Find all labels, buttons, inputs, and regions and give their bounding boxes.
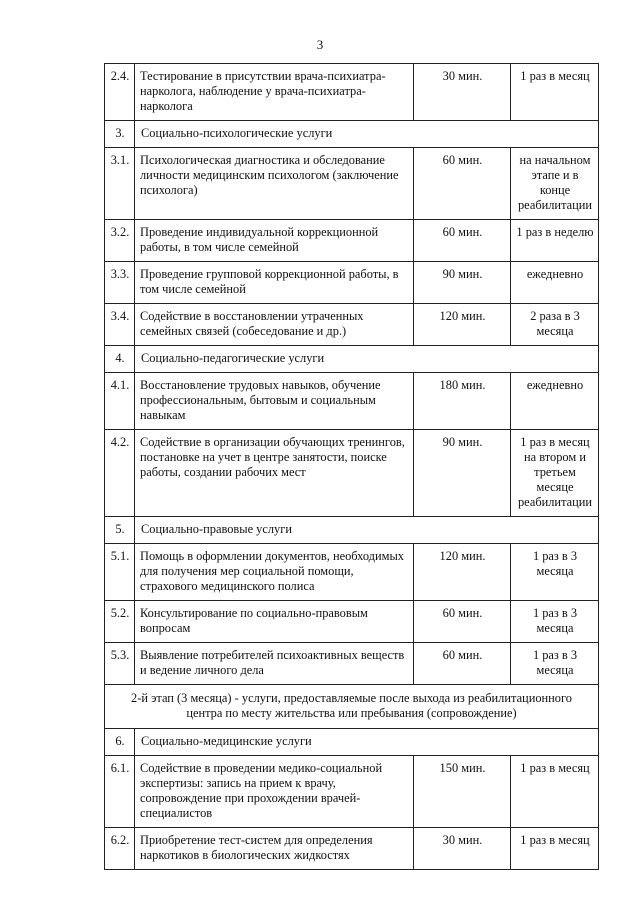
- service-number: 4.1.: [105, 373, 135, 430]
- section-number: 3.: [105, 121, 135, 148]
- service-name: Выявление потребителей психоактивных веществ и ведение личного дела: [135, 643, 414, 685]
- service-name: Содействие в организации обучающих тренингов, постановке на учет в центре занятости, поиске работы, создании рабочих мест: [135, 430, 414, 517]
- service-row: [105, 220, 599, 262]
- service-row: [105, 643, 599, 685]
- service-row: [105, 262, 599, 304]
- service-name: Консультирование по социально-правовым вопросам: [135, 601, 414, 643]
- services-table: [104, 63, 599, 870]
- service-number: 5.3.: [105, 643, 135, 685]
- service-name: Приобретение тест-систем для определения наркотиков в биологических жидкостях: [135, 828, 414, 870]
- section-number: 6.: [105, 729, 135, 756]
- service-frequency: на начальном этапе и в конце реабилитации: [511, 148, 599, 220]
- service-number: 6.2.: [105, 828, 135, 870]
- service-name: Содействие в восстановлении утраченных семейных связей (собеседование и др.): [135, 304, 414, 346]
- section-title: Социально-медицинские услуги: [135, 729, 599, 756]
- section-title: Социально-педагогические услуги: [135, 346, 599, 373]
- services-table-body: [105, 64, 599, 870]
- service-name: Содействие в проведении медико-социальной экспертизы: запись на прием к врачу, сопровождение при прохождении врачей-специалистов: [135, 756, 414, 828]
- service-number: 2.4.: [105, 64, 135, 121]
- service-duration: 30 мин.: [414, 828, 511, 870]
- service-duration: 90 мин.: [414, 262, 511, 304]
- stage-row: [105, 685, 599, 729]
- service-frequency: 1 раз в месяц: [511, 828, 599, 870]
- service-frequency: ежедневно: [511, 373, 599, 430]
- service-row: [105, 64, 599, 121]
- service-frequency: 1 раз в 3 месяца: [511, 643, 599, 685]
- service-frequency: 1 раз в неделю: [511, 220, 599, 262]
- service-number: 4.2.: [105, 430, 135, 517]
- service-name: Проведение групповой коррекционной работы, в том числе семейной: [135, 262, 414, 304]
- service-row: [105, 756, 599, 828]
- service-name: Помощь в оформлении документов, необходимых для получения мер социальной помощи, страхового медицинского полиса: [135, 544, 414, 601]
- service-duration: 90 мин.: [414, 430, 511, 517]
- service-duration: 150 мин.: [414, 756, 511, 828]
- service-row: [105, 148, 599, 220]
- service-number: 3.2.: [105, 220, 135, 262]
- service-row: [105, 304, 599, 346]
- page-number: 3: [316, 37, 324, 52]
- stage-heading: 2-й этап (3 месяца) - услуги, предоставляемые после выхода из реабилитационного центра по месту жительства или пребывания (сопровождение): [105, 685, 599, 729]
- service-name: Тестирование в присутствии врача-психиатра-нарколога, наблюдение у врача-психиатра-нарколога: [135, 64, 414, 121]
- service-duration: 30 мин.: [414, 64, 511, 121]
- service-number: 6.1.: [105, 756, 135, 828]
- service-duration: 120 мин.: [414, 544, 511, 601]
- section-title: Социально-психологические услуги: [135, 121, 599, 148]
- service-frequency: 1 раз в 3 месяца: [511, 601, 599, 643]
- service-duration: 60 мин.: [414, 643, 511, 685]
- service-name: Психологическая диагностика и обследование личности медицинским психологом (заключение психолога): [135, 148, 414, 220]
- service-row: [105, 430, 599, 517]
- service-name: Проведение индивидуальной коррекционной работы, в том числе семейной: [135, 220, 414, 262]
- section-number: 5.: [105, 517, 135, 544]
- section-number: 4.: [105, 346, 135, 373]
- service-number: 3.3.: [105, 262, 135, 304]
- service-frequency: ежедневно: [511, 262, 599, 304]
- service-row: [105, 544, 599, 601]
- section-row: [105, 346, 599, 373]
- service-frequency: 2 раза в 3 месяца: [511, 304, 599, 346]
- service-number: 3.1.: [105, 148, 135, 220]
- service-frequency: 1 раз в 3 месяца: [511, 544, 599, 601]
- section-title: Социально-правовые услуги: [135, 517, 599, 544]
- service-row: [105, 373, 599, 430]
- service-frequency: 1 раз в месяц на втором и третьем месяце реабилитации: [511, 430, 599, 517]
- section-row: [105, 121, 599, 148]
- service-number: 5.1.: [105, 544, 135, 601]
- service-number: 3.4.: [105, 304, 135, 346]
- service-row: [105, 828, 599, 870]
- service-duration: 60 мин.: [414, 601, 511, 643]
- section-row: [105, 729, 599, 756]
- service-row: [105, 601, 599, 643]
- service-number: 5.2.: [105, 601, 135, 643]
- service-duration: 60 мин.: [414, 148, 511, 220]
- service-duration: 60 мин.: [414, 220, 511, 262]
- service-frequency: 1 раз в месяц: [511, 64, 599, 121]
- service-duration: 180 мин.: [414, 373, 511, 430]
- service-frequency: 1 раз в месяц: [511, 756, 599, 828]
- section-row: [105, 517, 599, 544]
- service-name: Восстановление трудовых навыков, обучение профессиональным, бытовым и социальным навыкам: [135, 373, 414, 430]
- service-duration: 120 мин.: [414, 304, 511, 346]
